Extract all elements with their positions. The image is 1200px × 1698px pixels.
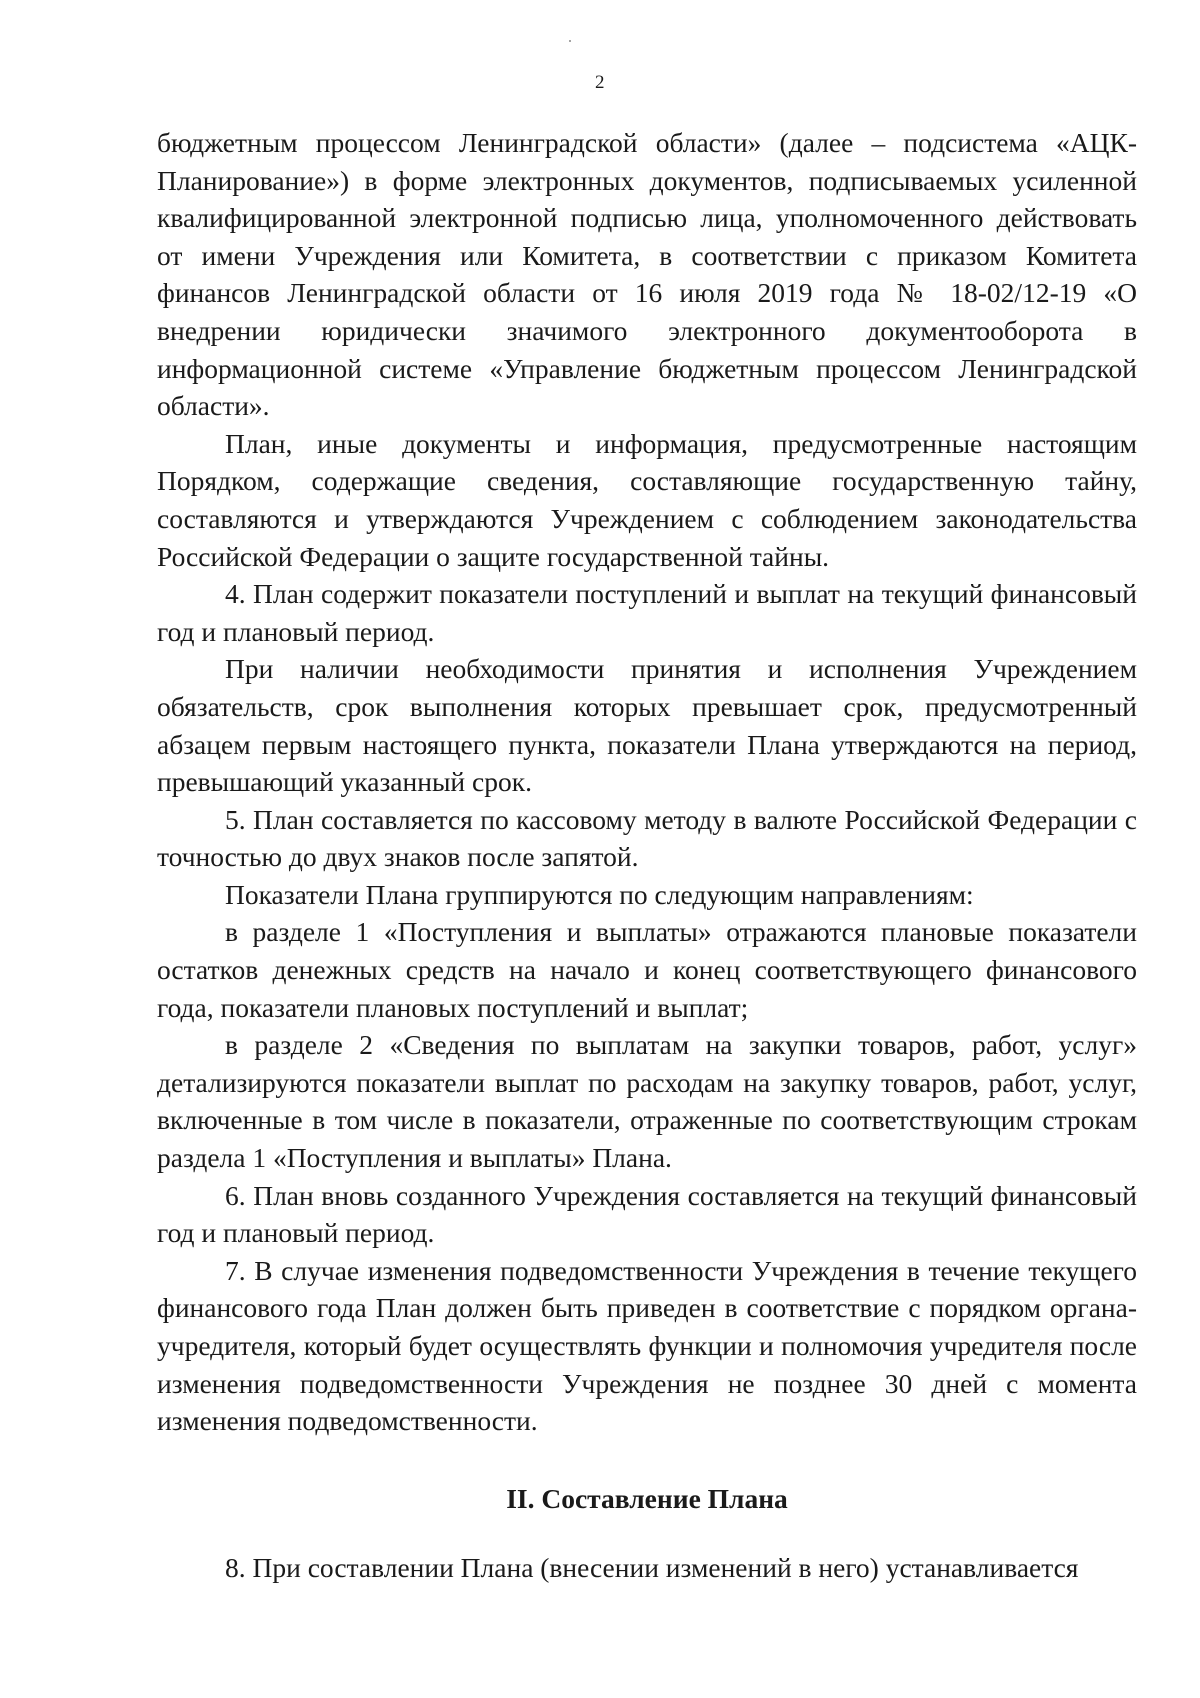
- paragraphs-after: [157, 1549, 1137, 1587]
- paragraph: в разделе 1 «Поступления и выплаты» отражаются плановые показатели остатков денежных средств на начало и конец соответствующего финансового года, показатели плановых поступлений и выплат;: [157, 916, 1137, 1023]
- page-number: 2: [595, 72, 605, 93]
- paragraph: Показатели Плана группируются по следующим направлениям:: [225, 878, 974, 910]
- scan-artifact: [569, 40, 571, 42]
- document-body: [157, 124, 1137, 1587]
- paragraph: 6. План вновь созданного Учреждения составляется на текущий финансовый год и плановый период.: [157, 1179, 1137, 1249]
- paragraph: 5. План составляется по кассовому методу в валюте Российской Федерации с точностью до двух знаков после запятой.: [157, 803, 1137, 873]
- paragraph: в разделе 2 «Сведения по выплатам на закупки товаров, работ, услуг» детализируются показатели выплат по расходам на закупку товаров, работ, услуг, включенные в том числе в показатели, отраженные по соответствующим строкам раздела 1 «Поступления и выплаты» Плана.: [157, 1029, 1137, 1174]
- paragraph: 8. При составлении Плана (внесении изменений в него) устанавливается: [225, 1552, 1079, 1584]
- paragraph: 7. В случае изменения подведомственности Учреждения в течение текущего финансового года План должен быть приведен в соответствие с порядком органа-учредителя, который будет осуществлять функции и полномочия учредителя после изменения подведомственности Учреждения не позднее 30 дней с момента изменения подведомственности.: [157, 1254, 1137, 1437]
- paragraph: План, иные документы и информация, предусмотренные настоящим Порядком, содержащие сведения, составляющие государственную тайну, составляются и утверждаются Учреждением с соблюдением законодательства Российской Федерации о защите государственной тайны.: [157, 427, 1137, 572]
- section-heading: II. Составление Плана: [506, 1482, 788, 1514]
- paragraph: бюджетным процессом Ленинградской области» (далее – подсистема «АЦК-Планирование») в форме электронных документов, подписываемых усиленной квалифицированной электронной подписью лица, уполномоченного действовать от имени Учреждения или Комитета, в соответствии с приказом Комитета финансов Ленинградской области от 16 июля 2019 года № 18-02/12-19 «О внедрении юридически значимого электронного документооборота в информационной системе «Управление бюджетным процессом Ленинградской области».: [157, 127, 1137, 422]
- paragraph: 4. План содержит показатели поступлений и выплат на текущий финансовый год и плановый период.: [157, 578, 1137, 647]
- paragraph: При наличии необходимости принятия и исполнения Учреждением обязательств, срок выполнения которых превышает срок, предусмотренный абзацем первым настоящего пункта, показатели Плана утверждаются на период, превышающий указанный срок.: [157, 653, 1137, 798]
- paragraphs-before: [157, 124, 1137, 1440]
